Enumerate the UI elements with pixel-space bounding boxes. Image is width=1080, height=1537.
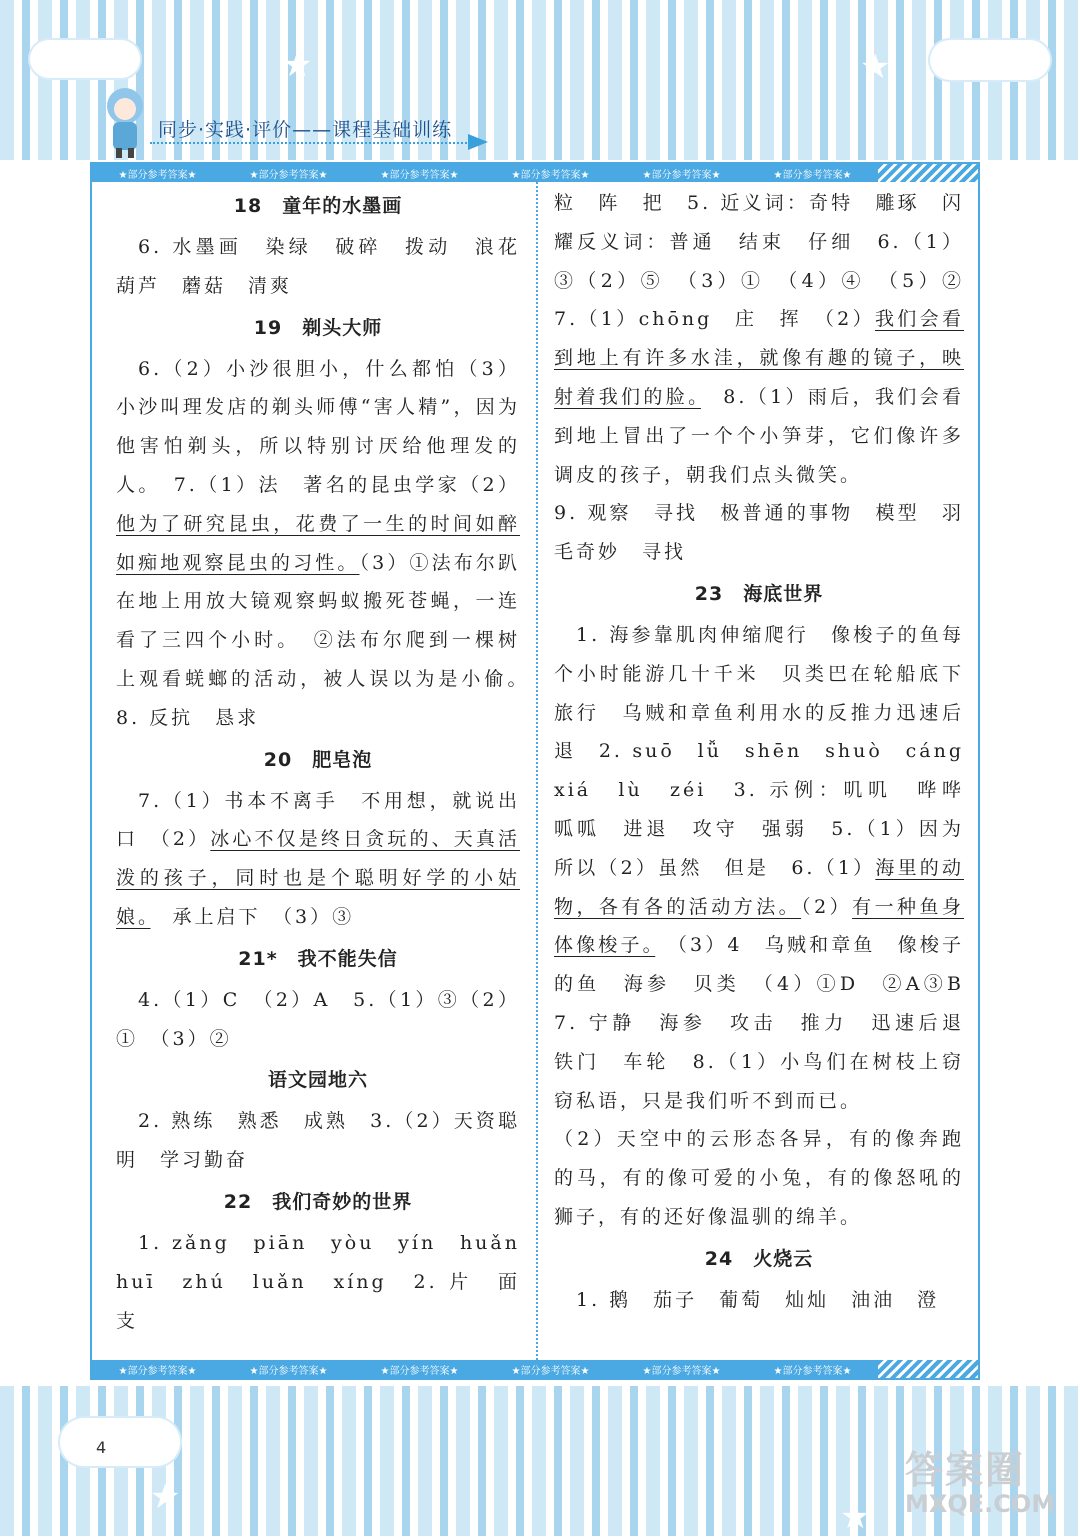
underlined-answer: 我们会看到地上有许多水洼，就像有趣的镜子，映射着我们的脸。 — [554, 308, 964, 408]
band-label: ★部分参考答案★ — [511, 169, 590, 181]
band-hatch — [878, 164, 978, 182]
answer-paragraph: 9. 观察 寻找 极普通的事物 模型 羽毛奇妙 寻找 — [554, 502, 964, 564]
answer-paragraph: 6. 水墨画 染绿 破碎 拨动 浪花葫芦 蘑菇 清爽 — [116, 236, 520, 297]
star-icon: ★ — [840, 1497, 871, 1537]
logo-text: 答案圈 — [905, 1448, 1026, 1492]
section-title: 语文园地六 — [267, 1069, 368, 1092]
band-label: ★部分参考答案★ — [511, 1365, 590, 1377]
band-label: ★部分参考答案★ — [773, 169, 852, 181]
right-column — [554, 184, 987, 1320]
answer-paragraph: 6.（2）小沙很胆小，什么都怕（3）小沙叫理发店的剃头师傅“害人精”，因为他害怕剃头，所以特别讨厌给他理发的人。 7.（1）法 著名的昆虫学家（2）他为了研究昆虫，花费了一生的时间如醉如痴地观察昆虫的习性。（3）①法布尔趴在地上用放大镜观察蚂蚁搬死苍蝇，一连看了三四个小时。 ②法布尔爬到一棵树上观看蜣螂的活动，被人误以为是小偷。 8. 反抗 恳求 — [116, 357, 543, 729]
cloud-decoration — [30, 40, 140, 78]
section-title: 18 童年的水墨画 — [233, 195, 403, 217]
page-number: 4 — [96, 1438, 107, 1457]
answer-panel — [90, 162, 987, 1380]
column-divider — [536, 182, 538, 1360]
answer-paragraph: 1. zǎng piān yòu yín huǎn huī zhú luǎn xíng 2. 片 面 支 — [116, 1231, 543, 1332]
page-header-title: 同步·实践·评价——课程基础训练 — [158, 119, 453, 141]
answer-paragraph: 4.（1）C （2）A 5.（1）③（2）① （3）② — [116, 988, 520, 1050]
star-icon: ★ — [150, 1477, 181, 1517]
section-title: 22 我们奇妙的世界 — [223, 1190, 413, 1213]
band-label: ★部分参考答案★ — [380, 169, 459, 181]
answer-paragraph: （2）天空中的云形态各异，有的像奔跑的马，有的像可爱的小兔，有的像怒吼的狮子，有的还好像温驯的绵羊。 — [554, 1128, 964, 1228]
panel-bottom-band — [92, 1360, 978, 1378]
star-icon: ★ — [860, 47, 891, 87]
section-title: 23 海底世界 — [694, 582, 824, 605]
answer-paragraph: 7.（1）书本不离手 不用想，就说出口 （2）冰心不仅是终日贪玩的、天真活泼的孩子，同时也是个聪明好学的小姑娘。 承上启下 （3）③ — [116, 789, 520, 928]
underlined-answer: 海里的动物，各有各的活动方法。 — [554, 856, 964, 918]
band-label: ★部分参考答案★ — [249, 1365, 328, 1377]
mascot-girl-icon — [98, 82, 152, 160]
band-label: ★部分参考答案★ — [380, 1365, 459, 1377]
section-title: 21* 我不能失信 — [238, 947, 398, 970]
site-logo — [905, 1450, 1065, 1522]
cloud-decoration — [930, 40, 1050, 80]
header-arrow-icon — [468, 134, 488, 150]
star-icon: ★ — [282, 45, 313, 85]
band-label: ★部分参考答案★ — [118, 1365, 197, 1377]
band-label: ★部分参考答案★ — [249, 169, 328, 181]
underlined-answer: 冰心不仅是终日贪玩的、天真活泼的孩子，同时也是个聪明好学的小姑娘。 — [116, 828, 520, 928]
logo-url: MXQE.COM — [905, 1490, 1056, 1518]
section-title: 20 肥皂泡 — [263, 748, 373, 771]
answer-paragraph: 粒 阵 把 5. 近义词：奇特 雕琢 闪耀反义词：普通 结束 仔细 6.（1）③（2）⑤ （3）① （4）④ （5）② 7.（1）chōng 庄 挥 （2）我们会看到地上有许多水洼，就像有趣的镜子，映射着我们的脸。 8.（1）雨后，我们会看到地上冒出了一个个小笋芽，它们像许多调皮的孩子，朝我们点头微笑。 — [554, 192, 987, 486]
panel-top-band — [92, 164, 978, 182]
answer-paragraph: 1. 鹅 茄子 葡萄 灿灿 油油 澄 — [576, 1288, 940, 1311]
section-title: 19 剃头大师 — [253, 316, 383, 339]
band-hatch — [878, 1360, 978, 1378]
band-label: ★部分参考答案★ — [642, 169, 721, 181]
band-label: ★部分参考答案★ — [118, 169, 197, 181]
band-label: ★部分参考答案★ — [642, 1365, 721, 1377]
header-dotted-line — [150, 142, 470, 144]
underlined-answer: 他为了研究昆虫，花费了一生的时间如醉如痴地观察昆虫的习性。 — [116, 512, 520, 574]
answer-paragraph: 2. 熟练 熟悉 成熟 3.（2）天资聪明 学习勤奋 — [116, 1110, 520, 1172]
left-column — [116, 184, 543, 1340]
section-title: 24 火烧云 — [704, 1247, 814, 1270]
cloud-decoration — [60, 1418, 180, 1466]
answer-paragraph: 1. 海参靠肌肉伸缩爬行 像梭子的鱼每个小时能游几十千米 贝类巴在轮船底下旅行 乌贼和章鱼利用水的反推力迅速后退 2. suō lǚ shēn shuò cáng xiá lù zéi 3. 示例：叽叽 哗哗 呱呱 进退 攻守 强弱 5.（1）因为所以（2）虽然 但是 6.（1）海里的动物，各有各的活动方法。（2）有一种鱼身体像梭子。 （3）4 乌贼和章鱼 像梭子的鱼 海参 贝类 （4）①D ②A③B 7. 宁静 海参 攻击 推力 迅速后退 铁门 车轮 8.（1）小鸟们在树枝上窃窃私语，只是我们听不到而已。 — [554, 623, 987, 1112]
underlined-answer: 有一种鱼身体像梭子。 — [554, 895, 964, 957]
band-label: ★部分参考答案★ — [773, 1365, 852, 1377]
